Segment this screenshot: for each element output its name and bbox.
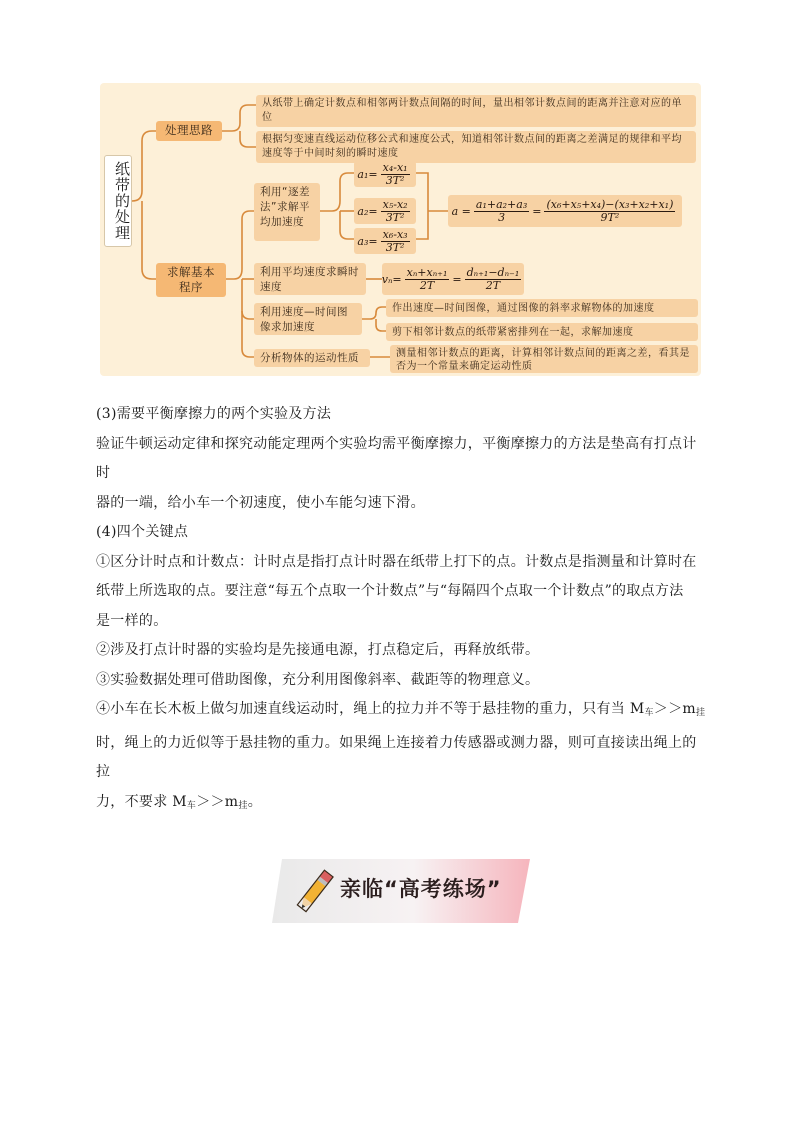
processing-idea-item-1: 从纸带上确定计数点和相邻两计数点间隔的时间，量出相邻计数点间的距离并注意对应的单位: [256, 95, 696, 127]
vn-numerator-2: dₙ₊₁−dₙ₋₁: [466, 265, 520, 279]
section-4-heading: (4)四个关键点: [96, 524, 189, 540]
graph-item-slope: 作出速度—时间图像，通过图像的斜率求解物体的加速度: [386, 299, 698, 317]
mindmap-root: 纸带的处理: [104, 155, 132, 247]
formula-average-acceleration: a = $\frac{\text{a₁+a₂+a₃}}{3}$ = $\frac{\text{(x₆+x₅+x₄)−(x₃+x₂+x₁)}}{\text{9T²}}$: [448, 195, 682, 227]
keypoint-1-line-2: 纸带上所选取的点。要注意“每五个点取一个计数点”与“每隔四个点取一个计数点”的取点方法: [96, 583, 684, 599]
a2-numerator: x₅-x₂: [382, 197, 408, 211]
vn-numerator-1: xₙ+xₙ₊₁: [406, 265, 448, 279]
section-3-heading: (3)需要平衡摩擦力的两个实验及方法: [96, 406, 332, 422]
keypoint-3: ③实验数据处理可借助图像，充分利用图像斜率、截距等的物理意义。: [96, 671, 540, 688]
a1-denominator: 3T²: [385, 173, 405, 187]
much-greater-m-2: ＞＞m: [196, 793, 239, 810]
vn-denominator-2: 2T: [485, 278, 501, 292]
method-velocity-time-graph: 利用速度—时间图像求加速度: [254, 303, 362, 335]
graph-item-cut-tape: 剪下相邻计数点的纸带紧密排列在一起，求解加速度: [386, 323, 698, 341]
much-greater-m: ＞＞m: [653, 701, 696, 717]
keypoint-4-line-3-text: 力，不要求 M: [96, 793, 187, 810]
mindmap-diagram: [100, 83, 701, 376]
exam-practice-banner: [272, 857, 530, 925]
method-average-velocity: 利用平均速度求瞬时速度: [254, 263, 366, 295]
a1-numerator: x₄-x₁: [382, 160, 408, 174]
keypoint-1-line-3: 是一样的。: [96, 612, 168, 629]
a-lhs: a =: [451, 204, 471, 218]
subscript-hang-2: 挂: [238, 800, 248, 811]
a3-numerator: x₆-x₃: [382, 227, 408, 241]
vn-denominator-1: 2T: [419, 278, 435, 292]
formula-instant-velocity: vₙ= $\frac{\text{xₙ+xₙ₊₁}}{2T}$ = $\frac{\text{dₙ₊₁−dₙ₋₁}}{2T}$: [382, 263, 524, 295]
formula-a1: [354, 161, 416, 187]
formula-a3: [354, 228, 416, 254]
a3-lhs: a₃=: [357, 234, 378, 248]
motion-analysis-item: 测量相邻计数点的距离，计算相邻计数点间的距离之差，看其是否为一个常量来确定运动性质: [390, 345, 698, 373]
banner-label: 亲临“高考练场”: [340, 877, 502, 901]
pencil-icon: [292, 867, 338, 917]
a2-denominator: 3T²: [385, 210, 405, 224]
processing-idea-item-2: 根据匀变速直线运动位移公式和速度公式，知道相邻计数点间的距离之差满足的规律和平均速度等于中间时刻的瞬时速度: [256, 131, 696, 163]
keypoint-4-line-1-text: ④小车在长木板上做匀加速直线运动时，绳上的拉力并不等于悬挂物的重力，只有当 M: [96, 701, 645, 717]
keypoint-4-line-2: 时，绳上的力近似等于悬挂物的重力。如果绳上连接着力传感器或测力器，则可直接读出绳上的拉: [96, 734, 697, 780]
branch-basic-procedure: 求解基本程序: [156, 263, 226, 297]
a3-denominator: 3T²: [385, 240, 405, 254]
keypoint-4-period: 。: [247, 793, 263, 810]
a-numerator-2: (x₆+x₅+x₄)−(x₃+x₂+x₁): [546, 197, 674, 211]
keypoint-4-line-3: [96, 788, 706, 822]
method-successive-difference: 利用“逐差法”求解平均加速度: [254, 183, 320, 241]
a-denominator-2: 9T²: [600, 210, 620, 224]
keypoint-1-line-1: ①区分计时点和计数点：计时点是指打点计时器在纸带上打下的点。计数点是指测量和计算时在: [96, 553, 697, 570]
body-text: [96, 400, 706, 821]
section-3-line-1: 验证牛顿运动定律和探究动能定理两个实验均需平衡摩擦力，平衡摩擦力的方法是垫高有打点计时: [96, 435, 697, 481]
formula-a2: [354, 198, 416, 224]
method-motion-analysis: 分析物体的运动性质: [254, 349, 370, 367]
a1-lhs: a₁=: [357, 167, 378, 181]
section-3-line-2: 器的一端，给小车一个初速度，使小车能匀速下滑。: [96, 494, 425, 511]
a-numerator-1: a₁+a₂+a₃: [475, 197, 528, 211]
keypoint-4-line-1: [96, 695, 706, 729]
subscript-car: 车: [644, 708, 654, 718]
keypoint-2: ②涉及打点计时器的实验均是先接通电源，打点稳定后，再释放纸带。: [96, 642, 540, 658]
a2-lhs: a₂=: [357, 204, 378, 218]
branch-processing-idea: 处理思路: [156, 121, 222, 141]
vn-lhs: vₙ=: [381, 272, 402, 286]
a-denominator-1: 3: [498, 210, 506, 224]
subscript-car-2: 车: [186, 800, 197, 811]
subscript-hang: 挂: [695, 708, 706, 718]
